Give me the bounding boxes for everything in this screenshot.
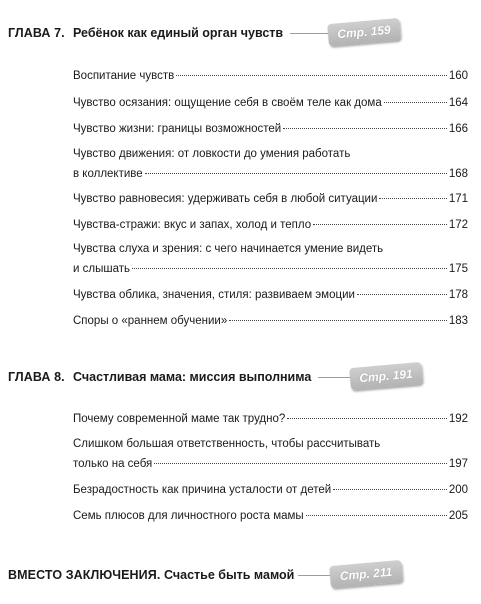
toc-entry-title: Споры о «раннем обучении» <box>73 315 228 327</box>
chapter-title: Ребёнок как единый орган чувств <box>73 26 284 40</box>
toc-entry-page: 166 <box>448 123 468 135</box>
toc-entry-title: Чувства облика, значения, стиля: развиваем эмоции <box>73 289 355 301</box>
page-badge <box>329 560 403 588</box>
toc-entry-page: 178 <box>448 289 468 301</box>
toc-entry-page: 192 <box>448 413 468 425</box>
chapter-connector-line <box>290 33 330 34</box>
toc-entry[interactable] <box>73 68 468 85</box>
toc-entry-title: Чувство жизни: границы возможностей <box>73 123 282 135</box>
toc-entry-page: 171 <box>448 193 468 205</box>
toc-entry-title: Почему современной маме так трудно? <box>73 413 286 425</box>
toc-entry[interactable] <box>73 95 468 112</box>
dot-leader <box>154 463 447 464</box>
toc-entry[interactable] <box>73 217 468 234</box>
toc-entry-page: 200 <box>448 484 468 496</box>
dot-leader <box>229 320 447 321</box>
toc-entry-title: Чувство осязания: ощущение себя в своём теле как дома <box>73 97 382 109</box>
dot-leader <box>145 173 447 174</box>
toc-entry-page: 160 <box>448 70 468 82</box>
chapter-title: Счастье быть мамой <box>164 568 295 582</box>
dot-leader <box>313 224 447 225</box>
toc-entry-title: Чувства-стражи: вкус и запах, холод и тепло <box>73 219 312 231</box>
toc-entry-title: Семь плюсов для личностного роста мамы <box>73 510 304 522</box>
chapter-connector-line <box>318 377 352 378</box>
toc-entry[interactable] <box>73 121 468 138</box>
chapter-7-header <box>0 20 481 50</box>
dot-leader <box>287 418 447 419</box>
page-badge <box>327 18 401 46</box>
toc-entry[interactable] <box>73 482 468 499</box>
conclusion-header <box>0 562 481 592</box>
toc-entry-page: 164 <box>448 97 468 109</box>
toc-entry-title: Чувство равновесия: удерживать себя в любой ситуации <box>73 193 378 205</box>
toc-entry-title: Воспитание чувств <box>73 70 175 82</box>
toc-entry[interactable] <box>73 436 468 473</box>
page-badge-label: Стр. 159 <box>336 22 392 42</box>
toc-entry[interactable] <box>73 508 468 525</box>
chapter-number: ВМЕСТО ЗАКЛЮЧЕНИЯ. <box>8 568 161 582</box>
page-badge-label: Стр. 191 <box>358 366 414 386</box>
chapter-title: Счастливая мама: миссия выполнима <box>73 370 312 384</box>
toc-entry-title-line1: Слишком большая ответственность, чтобы рассчитывать <box>73 438 381 450</box>
dot-leader <box>176 75 447 76</box>
toc-entry[interactable] <box>73 313 468 330</box>
chapter-number: ГЛАВА 7. <box>8 26 65 40</box>
toc-entry-title: только на себя <box>73 458 153 470</box>
page-badge-label: Стр. 211 <box>339 564 393 584</box>
toc-entry-title-line1: Чувство движения: от ловкости до умения работать <box>73 148 351 160</box>
toc-entry-page: 205 <box>448 510 468 522</box>
toc-entry-page: 172 <box>448 219 468 231</box>
chapter-number: ГЛАВА 8. <box>8 370 65 384</box>
toc-entry-title-line1: Чувства слуха и зрения: с чего начинается умение видеть <box>73 243 384 255</box>
chapter-connector-line <box>298 575 332 576</box>
toc-entry[interactable] <box>73 287 468 304</box>
dot-leader <box>357 294 447 295</box>
page-badge <box>349 362 423 390</box>
toc-entry-page: 183 <box>448 315 468 327</box>
toc-entry-title: Безрадостность как причина усталости от детей <box>73 484 332 496</box>
dot-leader <box>333 489 447 490</box>
toc-entry-page: 175 <box>448 263 468 275</box>
toc-entry-title: в коллективе <box>73 168 143 180</box>
dot-leader <box>379 198 446 199</box>
toc-entry[interactable] <box>73 241 468 278</box>
chapter-8-header <box>0 364 481 394</box>
toc-entry-title: и слышать <box>73 263 130 275</box>
toc-entry-page: 168 <box>448 168 468 180</box>
dot-leader <box>306 515 447 516</box>
dot-leader <box>132 268 447 269</box>
toc-entry[interactable] <box>73 146 468 183</box>
dot-leader <box>384 102 447 103</box>
toc-entry-page: 197 <box>448 458 468 470</box>
toc-entry[interactable] <box>73 191 468 208</box>
toc-entry[interactable] <box>73 411 468 428</box>
dot-leader <box>283 128 447 129</box>
